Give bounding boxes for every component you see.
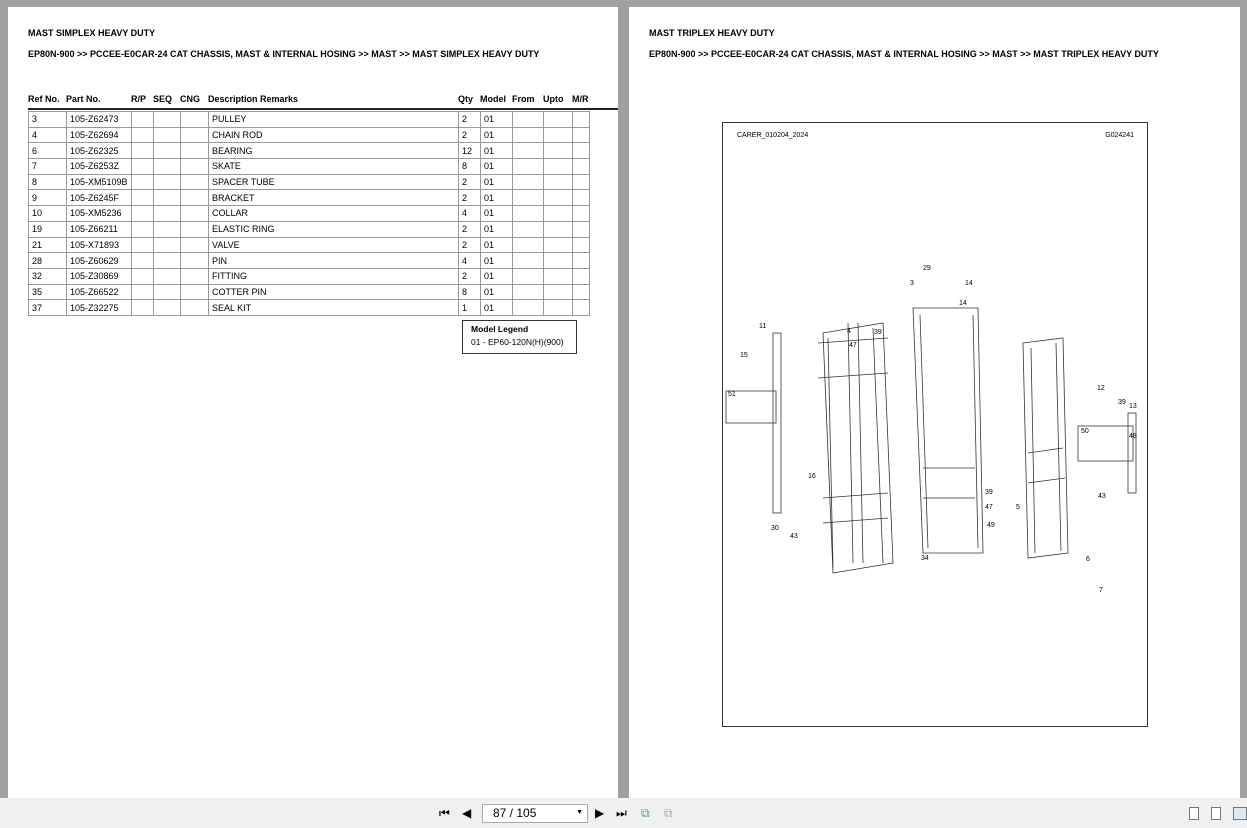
table-cell bbox=[154, 237, 181, 253]
table-cell bbox=[573, 159, 590, 175]
callout-label: 14 bbox=[965, 280, 973, 287]
column-header: CNG bbox=[180, 94, 200, 104]
table-cell: 105-Z62325 bbox=[67, 143, 132, 159]
callout-label: 34 bbox=[921, 555, 929, 562]
column-header: Upto bbox=[543, 94, 564, 104]
table-cell bbox=[132, 206, 154, 222]
column-header: R/P bbox=[131, 94, 147, 104]
table-cell bbox=[513, 190, 544, 206]
page-number: 87 / 105 bbox=[493, 806, 537, 820]
inner-mast bbox=[818, 323, 893, 573]
table-cell: 105-XM5236 bbox=[67, 206, 132, 222]
table-cell bbox=[132, 190, 154, 206]
diagram-id: CARER_010204_2024 bbox=[737, 132, 809, 139]
table-cell bbox=[544, 206, 573, 222]
table-cell: 2 bbox=[459, 174, 481, 190]
table-cell bbox=[544, 237, 573, 253]
table-cell: 32 bbox=[29, 268, 67, 284]
last-page-icon[interactable]: ⏭ bbox=[616, 806, 627, 820]
table-cell bbox=[573, 268, 590, 284]
table-cell bbox=[132, 237, 154, 253]
table-cell: 2 bbox=[459, 190, 481, 206]
callout-label: 12 bbox=[1097, 385, 1105, 392]
table-cell: 2 bbox=[459, 112, 481, 128]
column-header: Description Remarks bbox=[208, 94, 299, 104]
diagram-code: G024241 bbox=[1105, 132, 1134, 139]
table-cell: 105-Z6245F bbox=[67, 190, 132, 206]
table-cell bbox=[513, 127, 544, 143]
table-cell bbox=[513, 206, 544, 222]
table-cell: CHAIN ROD bbox=[209, 127, 459, 143]
table-cell: 8 bbox=[29, 174, 67, 190]
legend-item: 01 - EP60-120N(H)(900) bbox=[471, 337, 564, 347]
table-row bbox=[29, 253, 590, 269]
callout-label: 47 bbox=[985, 504, 993, 511]
table-cell: COLLAR bbox=[209, 206, 459, 222]
table-cell bbox=[573, 143, 590, 159]
table-cell: 105-Z62694 bbox=[67, 127, 132, 143]
table-cell: 01 bbox=[481, 300, 513, 316]
callout-label: 50 bbox=[1081, 428, 1089, 435]
table-cell bbox=[544, 190, 573, 206]
callout-label: 43 bbox=[790, 533, 798, 540]
table-cell bbox=[513, 159, 544, 175]
column-header: Part No. bbox=[66, 94, 101, 104]
table-cell: 01 bbox=[481, 237, 513, 253]
table-cell bbox=[513, 253, 544, 269]
table-cell bbox=[132, 300, 154, 316]
table-cell bbox=[573, 190, 590, 206]
table-cell bbox=[181, 268, 209, 284]
table-cell bbox=[181, 253, 209, 269]
table-cell bbox=[154, 268, 181, 284]
table-cell: SPACER TUBE bbox=[209, 174, 459, 190]
table-cell bbox=[544, 253, 573, 269]
table-cell: BEARING bbox=[209, 143, 459, 159]
table-cell: PULLEY bbox=[209, 112, 459, 128]
table-cell bbox=[154, 190, 181, 206]
table-cell: 01 bbox=[481, 190, 513, 206]
table-cell bbox=[154, 284, 181, 300]
table-cell bbox=[154, 206, 181, 222]
table-row bbox=[29, 159, 590, 175]
table-cell bbox=[181, 284, 209, 300]
continuous-view-icon[interactable] bbox=[1211, 807, 1221, 820]
table-cell: 35 bbox=[29, 284, 67, 300]
table-cell: 105-Z60629 bbox=[67, 253, 132, 269]
table-cell: 01 bbox=[481, 284, 513, 300]
table-row bbox=[29, 221, 590, 237]
table-cell: 2 bbox=[459, 127, 481, 143]
callout-label: 51 bbox=[728, 391, 736, 398]
table-cell bbox=[544, 284, 573, 300]
table-cell: 105-XM5109B bbox=[67, 174, 132, 190]
page-selector[interactable] bbox=[482, 804, 588, 823]
table-cell bbox=[154, 159, 181, 175]
table-cell bbox=[132, 143, 154, 159]
table-cell bbox=[181, 190, 209, 206]
single-page-view-icon[interactable] bbox=[1189, 807, 1199, 820]
table-cell bbox=[132, 112, 154, 128]
table-cell: 19 bbox=[29, 221, 67, 237]
legend-title: Model Legend bbox=[471, 324, 529, 334]
table-cell: BRACKET bbox=[209, 190, 459, 206]
table-cell: 8 bbox=[459, 284, 481, 300]
table-row bbox=[29, 190, 590, 206]
first-page-icon[interactable]: ⏮ bbox=[439, 806, 450, 820]
table-row bbox=[29, 268, 590, 284]
table-cell bbox=[544, 159, 573, 175]
copy-page-icon[interactable]: ⧉ bbox=[664, 806, 673, 820]
table-cell bbox=[181, 221, 209, 237]
callout-label: 30 bbox=[771, 525, 779, 532]
table-cell bbox=[132, 253, 154, 269]
table-cell bbox=[573, 253, 590, 269]
table-row bbox=[29, 174, 590, 190]
table-cell: 01 bbox=[481, 206, 513, 222]
table-cell: 01 bbox=[481, 268, 513, 284]
table-cell bbox=[544, 174, 573, 190]
callout-label: 29 bbox=[923, 265, 931, 272]
two-page-view-icon[interactable] bbox=[1233, 807, 1247, 820]
model-legend bbox=[462, 320, 577, 354]
table-cell: 01 bbox=[481, 127, 513, 143]
table-cell: 4 bbox=[459, 206, 481, 222]
callout-label: 47 bbox=[849, 342, 857, 349]
table-cell: 7 bbox=[29, 159, 67, 175]
table-cell: 37 bbox=[29, 300, 67, 316]
header-divider bbox=[28, 108, 618, 110]
table-cell bbox=[544, 112, 573, 128]
right-page bbox=[629, 7, 1240, 798]
table-cell bbox=[132, 268, 154, 284]
column-header: Model bbox=[480, 94, 506, 104]
page-title: MAST TRIPLEX HEAVY DUTY bbox=[649, 28, 775, 38]
table-cell: 4 bbox=[459, 253, 481, 269]
page-title: MAST SIMPLEX HEAVY DUTY bbox=[28, 28, 156, 38]
table-cell: SEAL KIT bbox=[209, 300, 459, 316]
table-cell bbox=[181, 127, 209, 143]
table-row bbox=[29, 237, 590, 253]
table-cell: 105-Z66211 bbox=[67, 221, 132, 237]
table-cell: 105-X71893 bbox=[67, 237, 132, 253]
breadcrumb: EP80N-900 >> PCCEE-E0CAR-24 CAT CHASSIS, MAST & INTERNAL HOSING >> MAST >> MAST TRIPLEX HEAVY DUTY bbox=[649, 49, 1159, 59]
table-cell: 28 bbox=[29, 253, 67, 269]
parts-diagram bbox=[722, 122, 1148, 727]
callout-label: 49 bbox=[987, 522, 995, 529]
table-cell bbox=[573, 221, 590, 237]
table-cell: 2 bbox=[459, 237, 481, 253]
table-cell: 105-Z66522 bbox=[67, 284, 132, 300]
callout-label: 3 bbox=[910, 280, 914, 287]
next-page-icon[interactable]: ▶ bbox=[595, 806, 605, 820]
table-cell bbox=[513, 221, 544, 237]
table-cell bbox=[181, 174, 209, 190]
table-cell: SKATE bbox=[209, 159, 459, 175]
table-cell: 01 bbox=[481, 253, 513, 269]
table-row bbox=[29, 206, 590, 222]
table-cell: 2 bbox=[459, 268, 481, 284]
table-cell: 9 bbox=[29, 190, 67, 206]
outer-mast bbox=[1023, 338, 1068, 558]
column-header: From bbox=[512, 94, 535, 104]
callout-label: 39 bbox=[874, 329, 882, 336]
table-cell bbox=[513, 174, 544, 190]
table-cell: PIN bbox=[209, 253, 459, 269]
table-cell bbox=[544, 127, 573, 143]
table-cell bbox=[573, 127, 590, 143]
table-cell bbox=[544, 143, 573, 159]
table-cell bbox=[513, 143, 544, 159]
table-cell bbox=[154, 127, 181, 143]
column-header: Ref No. bbox=[28, 94, 60, 104]
middle-mast bbox=[913, 308, 983, 553]
table-cell: 8 bbox=[459, 159, 481, 175]
callout-label: 16 bbox=[808, 473, 816, 480]
table-cell bbox=[513, 300, 544, 316]
callout-label: 43 bbox=[1098, 493, 1106, 500]
table-cell bbox=[544, 300, 573, 316]
export-page-icon[interactable]: ⧉ bbox=[641, 806, 650, 820]
callout-label: 6 bbox=[1086, 556, 1090, 563]
table-cell: 21 bbox=[29, 237, 67, 253]
previous-page-icon[interactable]: ◀ bbox=[462, 806, 472, 820]
table-row bbox=[29, 127, 590, 143]
table-cell: 01 bbox=[481, 112, 513, 128]
viewer-toolbar bbox=[0, 798, 1247, 828]
table-cell bbox=[573, 174, 590, 190]
table-cell: 6 bbox=[29, 143, 67, 159]
mast-exploded-view bbox=[723, 123, 1147, 726]
table-cell bbox=[573, 112, 590, 128]
column-header: Qty bbox=[458, 94, 474, 104]
table-cell: COTTER PIN bbox=[209, 284, 459, 300]
table-cell bbox=[154, 143, 181, 159]
table-cell bbox=[154, 174, 181, 190]
table-cell: 2 bbox=[459, 221, 481, 237]
chevron-down-icon: ▼ bbox=[576, 809, 583, 816]
table-cell bbox=[154, 221, 181, 237]
table-cell: 01 bbox=[481, 159, 513, 175]
table-cell bbox=[181, 143, 209, 159]
table-cell bbox=[181, 206, 209, 222]
table-cell: 105-Z62473 bbox=[67, 112, 132, 128]
callout-label: 39 bbox=[985, 489, 993, 496]
table-cell: 01 bbox=[481, 221, 513, 237]
table-cell bbox=[132, 174, 154, 190]
table-row bbox=[29, 300, 590, 316]
parts-table bbox=[28, 111, 590, 316]
table-cell bbox=[573, 237, 590, 253]
table-cell bbox=[181, 159, 209, 175]
callout-label: 14 bbox=[959, 300, 967, 307]
table-cell bbox=[573, 284, 590, 300]
table-cell: 105-Z6253Z bbox=[67, 159, 132, 175]
table-cell: FITTING bbox=[209, 268, 459, 284]
table-cell bbox=[132, 221, 154, 237]
table-cell bbox=[544, 221, 573, 237]
callout-label: 4 bbox=[847, 328, 851, 335]
table-cell: 1 bbox=[459, 300, 481, 316]
table-row bbox=[29, 112, 590, 128]
table-cell bbox=[181, 237, 209, 253]
table-cell: 10 bbox=[29, 206, 67, 222]
breadcrumb: EP80N-900 >> PCCEE-E0CAR-24 CAT CHASSIS, MAST & INTERNAL HOSING >> MAST >> MAST SIMPLEX HEAVY DUTY bbox=[28, 49, 540, 59]
table-cell: VALVE bbox=[209, 237, 459, 253]
table-cell bbox=[513, 112, 544, 128]
table-cell bbox=[154, 112, 181, 128]
left-page bbox=[8, 7, 618, 798]
table-cell bbox=[132, 159, 154, 175]
table-cell bbox=[132, 284, 154, 300]
callout-label: 15 bbox=[740, 352, 748, 359]
callout-label: 5 bbox=[1016, 504, 1020, 511]
column-header: M/R bbox=[572, 94, 589, 104]
table-cell: 01 bbox=[481, 174, 513, 190]
table-cell: ELASTIC RING bbox=[209, 221, 459, 237]
table-cell: 3 bbox=[29, 112, 67, 128]
callout-label: 7 bbox=[1099, 587, 1103, 594]
cylinder-right bbox=[1128, 413, 1136, 493]
callout-label: 11 bbox=[759, 323, 767, 330]
table-cell bbox=[181, 300, 209, 316]
table-cell bbox=[573, 206, 590, 222]
table-row bbox=[29, 284, 590, 300]
table-row bbox=[29, 143, 590, 159]
table-cell bbox=[181, 112, 209, 128]
callout-label: 48 bbox=[1129, 433, 1137, 440]
table-cell bbox=[132, 127, 154, 143]
table-cell bbox=[154, 300, 181, 316]
table-cell bbox=[154, 253, 181, 269]
table-cell: 4 bbox=[29, 127, 67, 143]
table-cell: 105-Z32275 bbox=[67, 300, 132, 316]
table-cell: 12 bbox=[459, 143, 481, 159]
table-cell bbox=[544, 268, 573, 284]
table-cell bbox=[513, 237, 544, 253]
table-cell bbox=[513, 284, 544, 300]
callout-label: 13 bbox=[1129, 403, 1137, 410]
table-cell bbox=[513, 268, 544, 284]
callout-label: 39 bbox=[1118, 399, 1126, 406]
column-header: SEQ bbox=[153, 94, 173, 104]
table-cell bbox=[573, 300, 590, 316]
table-cell: 01 bbox=[481, 143, 513, 159]
table-cell: 105-Z30869 bbox=[67, 268, 132, 284]
